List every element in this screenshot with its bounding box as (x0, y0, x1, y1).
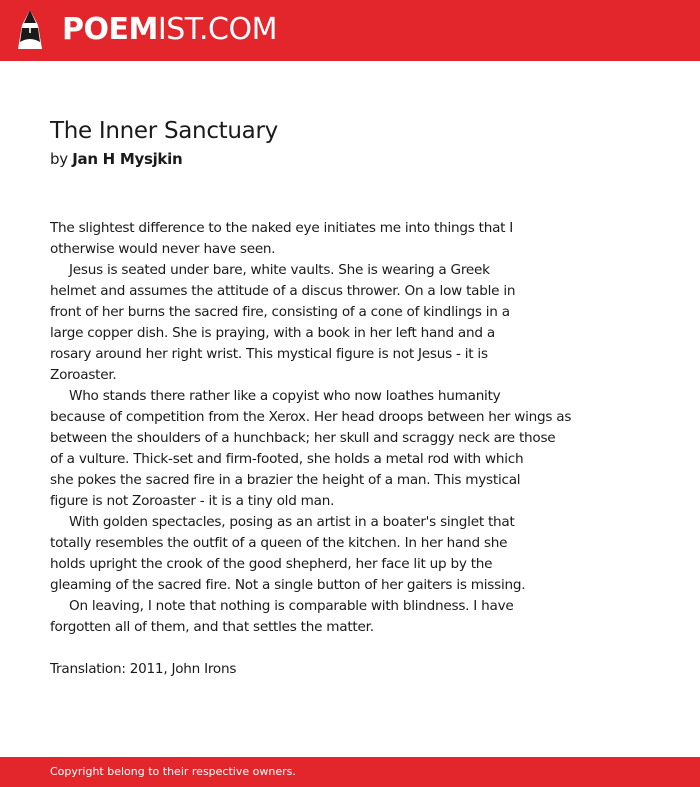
site-header (0, 0, 700, 61)
poem-line: gleaming of the sacred fire. Not a single button of her gaiters is missing. (50, 577, 526, 593)
copyright-notice: Copyright belong to their respective owners. (50, 765, 296, 778)
poem-byline (50, 148, 182, 170)
poem-line: rosary around her right wrist. This mystical figure is not Jesus - it is (50, 346, 488, 362)
pen-nib-icon[interactable] (17, 10, 43, 51)
poem-body (50, 218, 690, 680)
poem-line: Who stands there rather like a copyist who now loathes humanity (69, 388, 501, 404)
poem-line: Translation: 2011, John Irons (50, 661, 237, 677)
site-footer (0, 757, 700, 787)
logo-bold-part: POEM (62, 12, 158, 47)
poem-line: figure is not Zoroaster - it is a tiny old man. (50, 493, 335, 509)
poem-line: forgotten all of them, and that settles the matter. (50, 619, 374, 635)
poem-line: Zoroaster. (50, 367, 117, 383)
poem-line: front of her burns the sacred fire, consisting of a cone of kindlings in a (50, 304, 510, 320)
by-label: by (50, 150, 68, 168)
poem-line: helmet and assumes the attitude of a discus thrower. On a low table in (50, 283, 516, 299)
poem-line: holds upright the crook of the good shepherd, her face lit up by the (50, 556, 493, 572)
poem-line: between the shoulders of a hunchback; her skull and scraggy neck are those (50, 430, 556, 446)
poem-line: of a vulture. Thick-set and firm-footed, she holds a metal rod with which (50, 451, 524, 467)
poem-line: totally resembles the outfit of a queen of the kitchen. In her hand she (50, 535, 508, 551)
author-name[interactable]: Jan H Mysjkin (72, 150, 183, 168)
poem-line: otherwise would never have seen. (50, 241, 276, 257)
poem-line: Jesus is seated under bare, white vaults. She is wearing a Greek (69, 262, 490, 278)
site-logo[interactable] (62, 12, 277, 48)
poem-line: With golden spectacles, posing as an artist in a boater's singlet that (69, 514, 515, 530)
poem-line: large copper dish. She is praying, with a book in her left hand and a (50, 325, 495, 341)
stanza-break (50, 638, 690, 659)
poem-line: because of competition from the Xerox. Her head droops between her wings as (50, 409, 572, 425)
poem-title: The Inner Sanctuary (50, 118, 278, 144)
poem-line: On leaving, I note that nothing is comparable with blindness. I have (69, 598, 514, 614)
poem-line: she pokes the sacred fire in a brazier the height of a man. This mystical (50, 472, 521, 488)
logo-light-part: IST.COM (157, 12, 277, 47)
poem-line: The slightest difference to the naked eye initiates me into things that I (50, 220, 514, 236)
